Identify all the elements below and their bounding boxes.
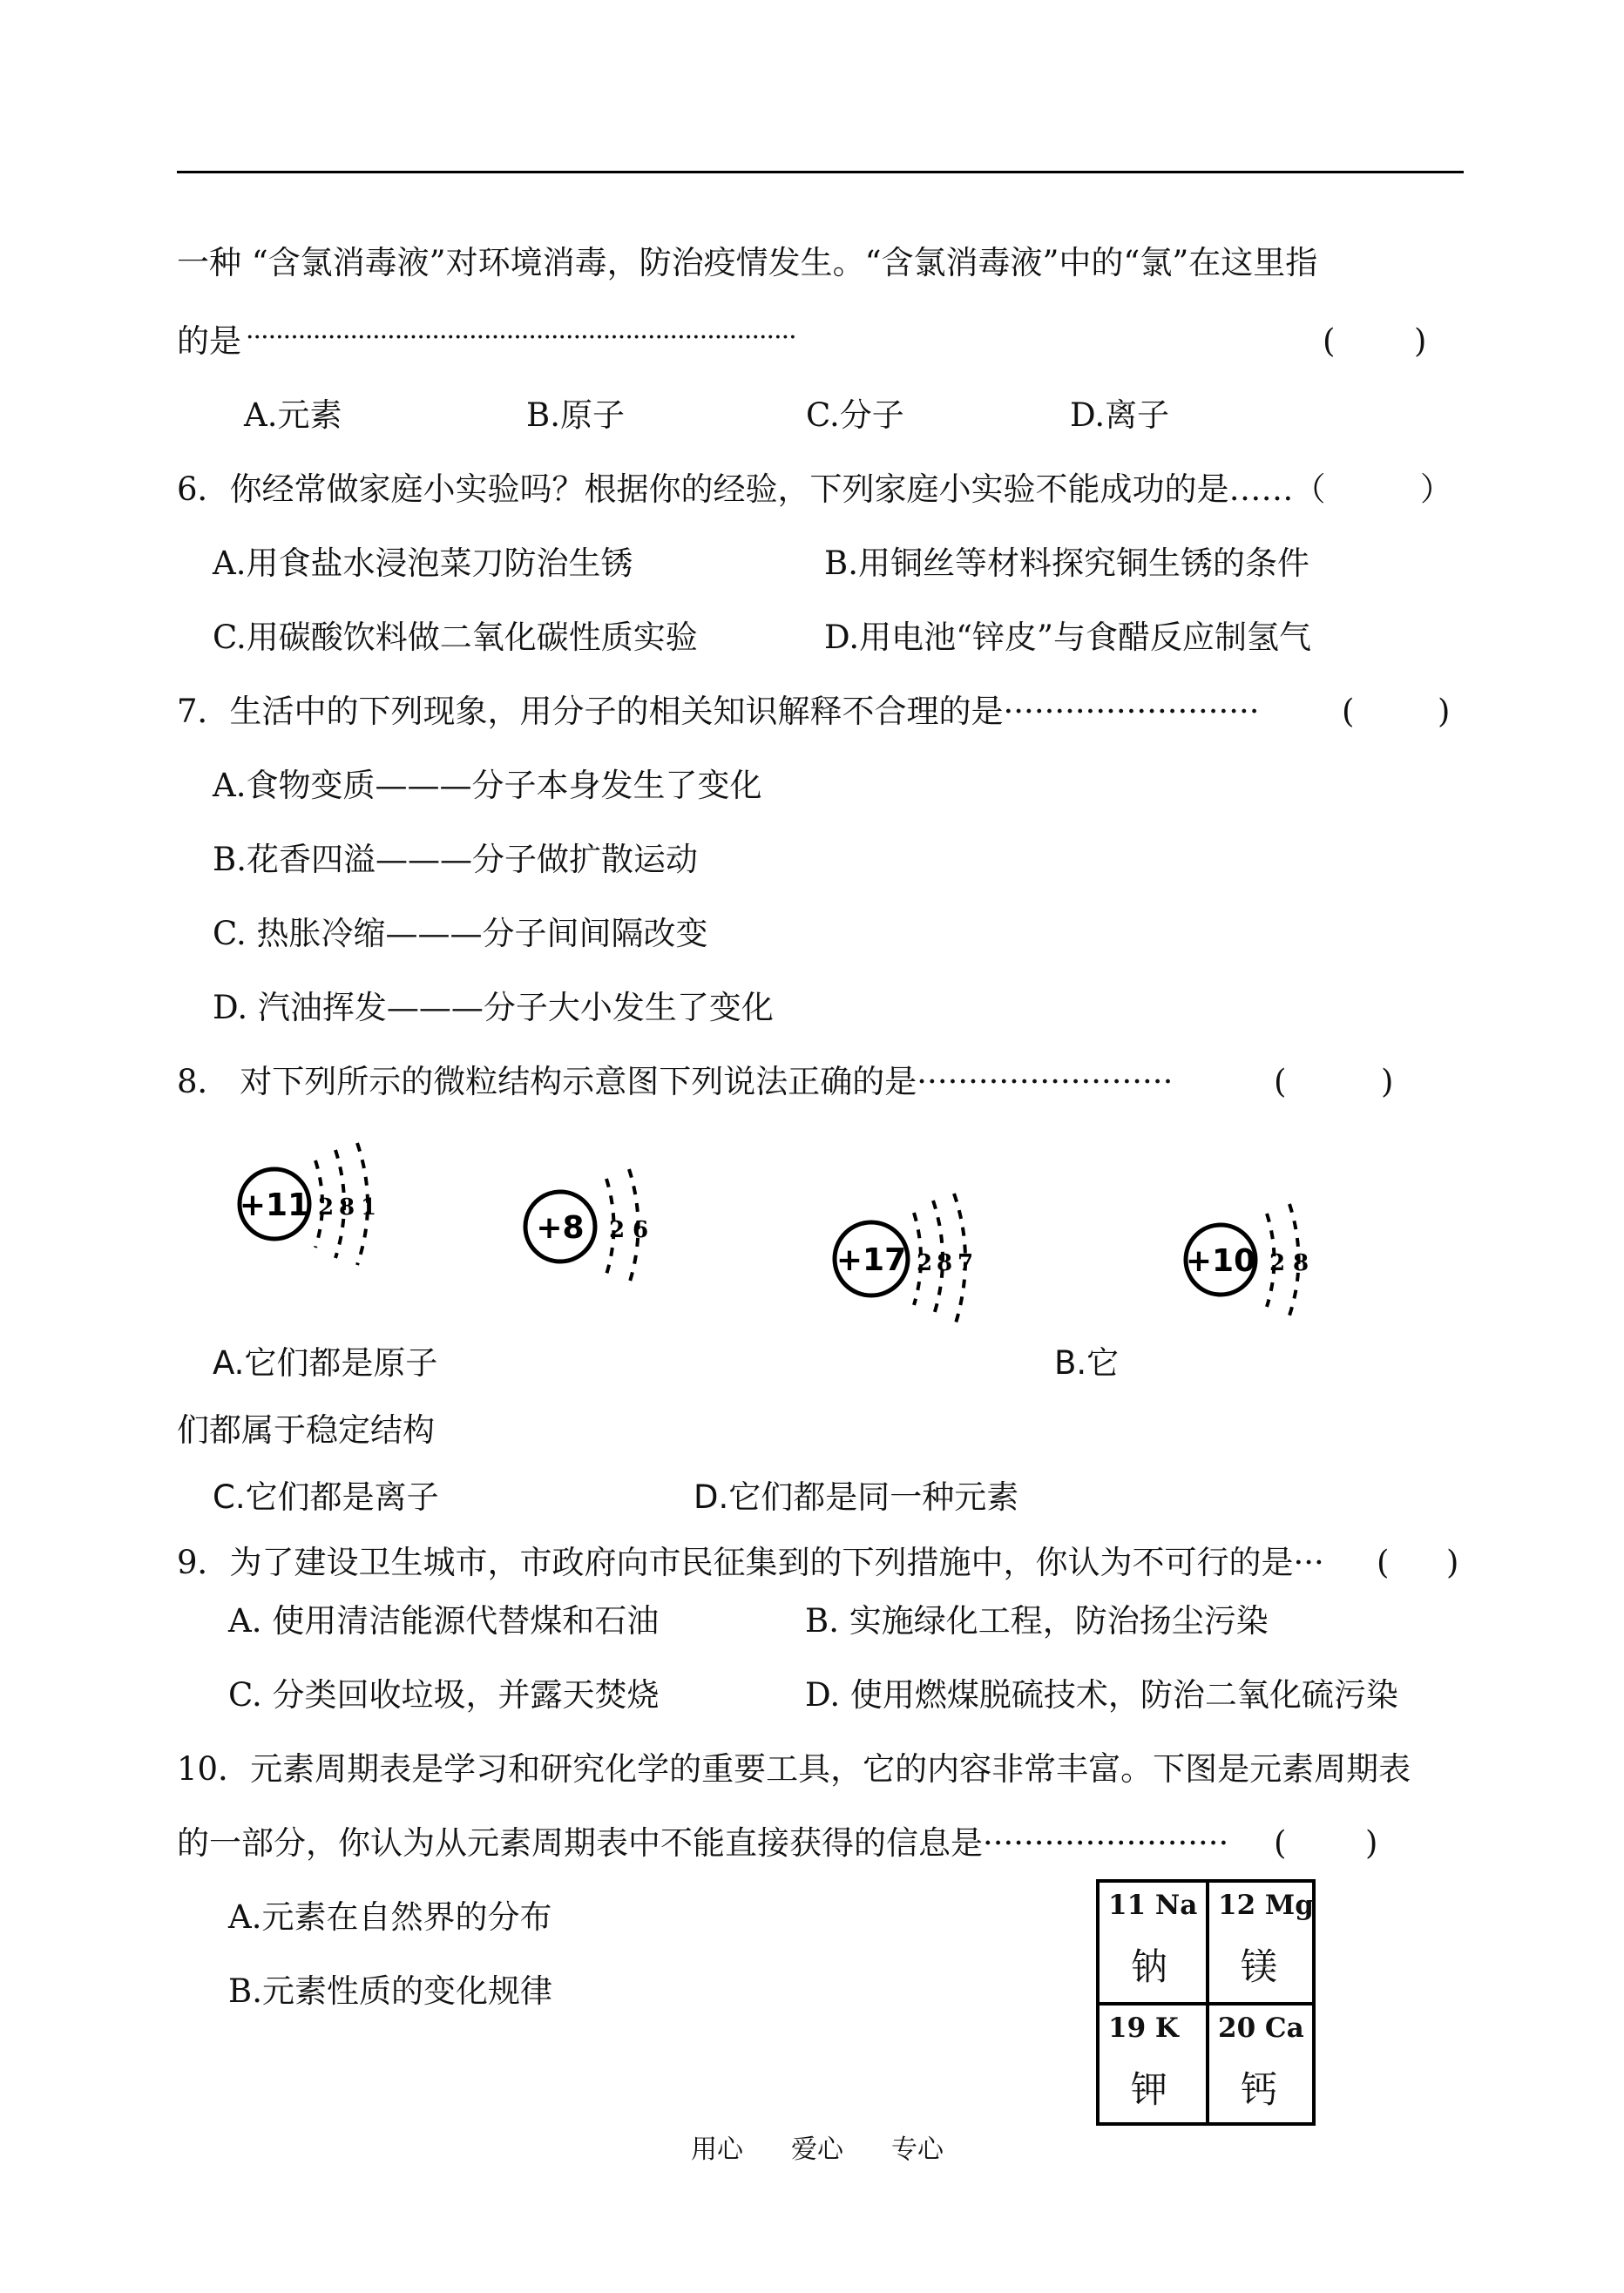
atom-diagram-4 xyxy=(1181,1201,1338,1335)
q5-answer-paren-open: ( xyxy=(1323,322,1336,360)
q8-option-c: C.它们都是离子 xyxy=(213,1478,439,1516)
q9-option-a: A. 使用清洁能源代替煤和石油 xyxy=(228,1602,660,1640)
q8-option-a: A.它们都是原子 xyxy=(213,1344,438,1382)
atom-3-nucleus: +17 xyxy=(836,1242,907,1278)
q10-stem-line2: 的一部分，你认为从元素周期表中不能直接获得的信息是························ xyxy=(177,1824,1229,1862)
element-header: 12 Mg xyxy=(1218,1890,1314,1921)
atom-3-shell-2: 8 xyxy=(936,1250,953,1276)
element-cell-mg xyxy=(1209,1883,1317,2002)
q7-stem: 7．生活中的下列现象，用分子的相关知识解释不合理的是························· xyxy=(177,693,1260,730)
q8-option-b-continued: 们都属于稳定结构 xyxy=(177,1411,435,1449)
q10-answer-paren-open: ( xyxy=(1274,1824,1287,1862)
q8-option-b: B.它 xyxy=(1054,1344,1120,1382)
atom-diagram-2 xyxy=(521,1166,678,1300)
q9-option-c: C. 分类回收垃圾，并露天焚烧 xyxy=(228,1676,660,1714)
atom-diagram-1 xyxy=(235,1143,409,1286)
q7-option-c: C. 热胀冷缩———分子间间隔改变 xyxy=(213,915,708,952)
atom-1-shell-1: 2 xyxy=(317,1194,335,1221)
q5-option-c: C.分子 xyxy=(806,396,904,434)
q8-stem: 8． 对下列所示的微粒结构示意图下列说法正确的是························· xyxy=(177,1063,1174,1100)
q6-option-d: D.用电池“锌皮”与食醋反应制氢气 xyxy=(824,619,1311,656)
q10-answer-paren-close: ) xyxy=(1365,1824,1378,1862)
q5-stem-line2: 的是 xyxy=(177,322,241,360)
q9-answer-paren-close: ) xyxy=(1446,1544,1459,1581)
header-rule xyxy=(177,171,1464,173)
q10-stem-line1: 10．元素周期表是学习和研究化学的重要工具，它的内容非常丰富。下图是元素周期表 xyxy=(177,1750,1411,1788)
element-cell-na xyxy=(1100,1883,1208,2002)
q7-option-b: B.花香四溢———分子做扩散运动 xyxy=(213,841,698,878)
atom-diagram-3 xyxy=(832,1194,1006,1345)
element-cell-ca xyxy=(1209,2006,1317,2125)
atom-1-shell-3: 1 xyxy=(360,1194,377,1221)
element-name: 钠 xyxy=(1131,1945,1168,1988)
atom-4-nucleus: +10 xyxy=(1185,1243,1256,1279)
footer-word-1: 用心 xyxy=(691,2134,743,2165)
element-name: 镁 xyxy=(1241,1945,1278,1988)
q9-stem: 9．为了建设卫生城市，市政府向市民征集到的下列措施中，你认为不可行的是··· xyxy=(177,1544,1324,1581)
q8-answer-paren-close: ) xyxy=(1381,1063,1394,1100)
atom-1-shell-2: 8 xyxy=(338,1194,355,1221)
element-header: 19 K xyxy=(1108,2012,1179,2044)
q7-option-d: D. 汽油挥发———分子大小发生了变化 xyxy=(213,989,774,1026)
atom-3-shell-1: 2 xyxy=(916,1250,933,1276)
q6-answer-paren-close: ） xyxy=(1420,470,1452,508)
q8-option-d: D.它们都是同一种元素 xyxy=(694,1478,1019,1516)
atom-4-shell-2: 8 xyxy=(1292,1250,1309,1276)
element-name: 钙 xyxy=(1241,2068,1278,2111)
q5-option-b: B.原子 xyxy=(526,396,625,434)
element-name: 钾 xyxy=(1131,2068,1168,2111)
element-cell-k xyxy=(1100,2006,1208,2125)
periodic-table-fragment xyxy=(1096,1879,1316,2126)
atom-1-nucleus: +11 xyxy=(239,1187,310,1223)
q9-answer-paren-open: ( xyxy=(1377,1544,1390,1581)
element-header: 20 Ca xyxy=(1218,2012,1304,2044)
q6-option-a: A.用食盐水浸泡菜刀防治生锈 xyxy=(213,545,633,582)
q10-option-b: B.元素性质的变化规律 xyxy=(228,1972,552,2010)
q7-answer-paren-close: ) xyxy=(1438,693,1451,730)
q7-option-a: A.食物变质———分子本身发生了变化 xyxy=(213,767,762,804)
atom-3-shell-3: 7 xyxy=(957,1250,974,1276)
q7-answer-paren-open: ( xyxy=(1342,693,1355,730)
q9-option-b: B. 实施绿化工程，防治扬尘污染 xyxy=(805,1602,1269,1640)
q5-option-d: D.离子 xyxy=(1070,396,1170,434)
q6-stem: 6．你经常做家庭小实验吗？根据你的经验，下列家庭小实验不能成功的是……（ xyxy=(177,470,1326,508)
q5-stem-line1: 一种 “含氯消毒液”对环境消毒，防治疫情发生。“含氯消毒液”中的“氯”在这里指 xyxy=(177,244,1318,281)
element-header: 11 Na xyxy=(1108,1890,1198,1921)
q5-option-a: A.元素 xyxy=(244,396,342,434)
q10-option-a: A.元素在自然界的分布 xyxy=(228,1898,552,1936)
footer-word-2: 爱心 xyxy=(791,2134,843,2165)
footer-word-3: 专心 xyxy=(891,2134,944,2165)
atom-2-nucleus: +8 xyxy=(536,1210,585,1246)
atom-2-shell-2: 6 xyxy=(632,1217,649,1243)
q6-option-c: C.用碳酸饮料做二氧化碳性质实验 xyxy=(213,619,698,656)
q5-answer-paren-close: ) xyxy=(1414,322,1427,360)
atom-2-shell-1: 2 xyxy=(608,1217,626,1243)
q8-answer-paren-open: ( xyxy=(1274,1063,1287,1100)
q9-option-d: D. 使用燃煤脱硫技术，防治二氧化硫污染 xyxy=(805,1676,1398,1714)
q6-option-b: B.用铜丝等材料探究铜生锈的条件 xyxy=(824,545,1309,582)
q5-leader-dots: ·········································································· xyxy=(246,322,796,353)
atom-4-shell-1: 2 xyxy=(1269,1250,1286,1276)
